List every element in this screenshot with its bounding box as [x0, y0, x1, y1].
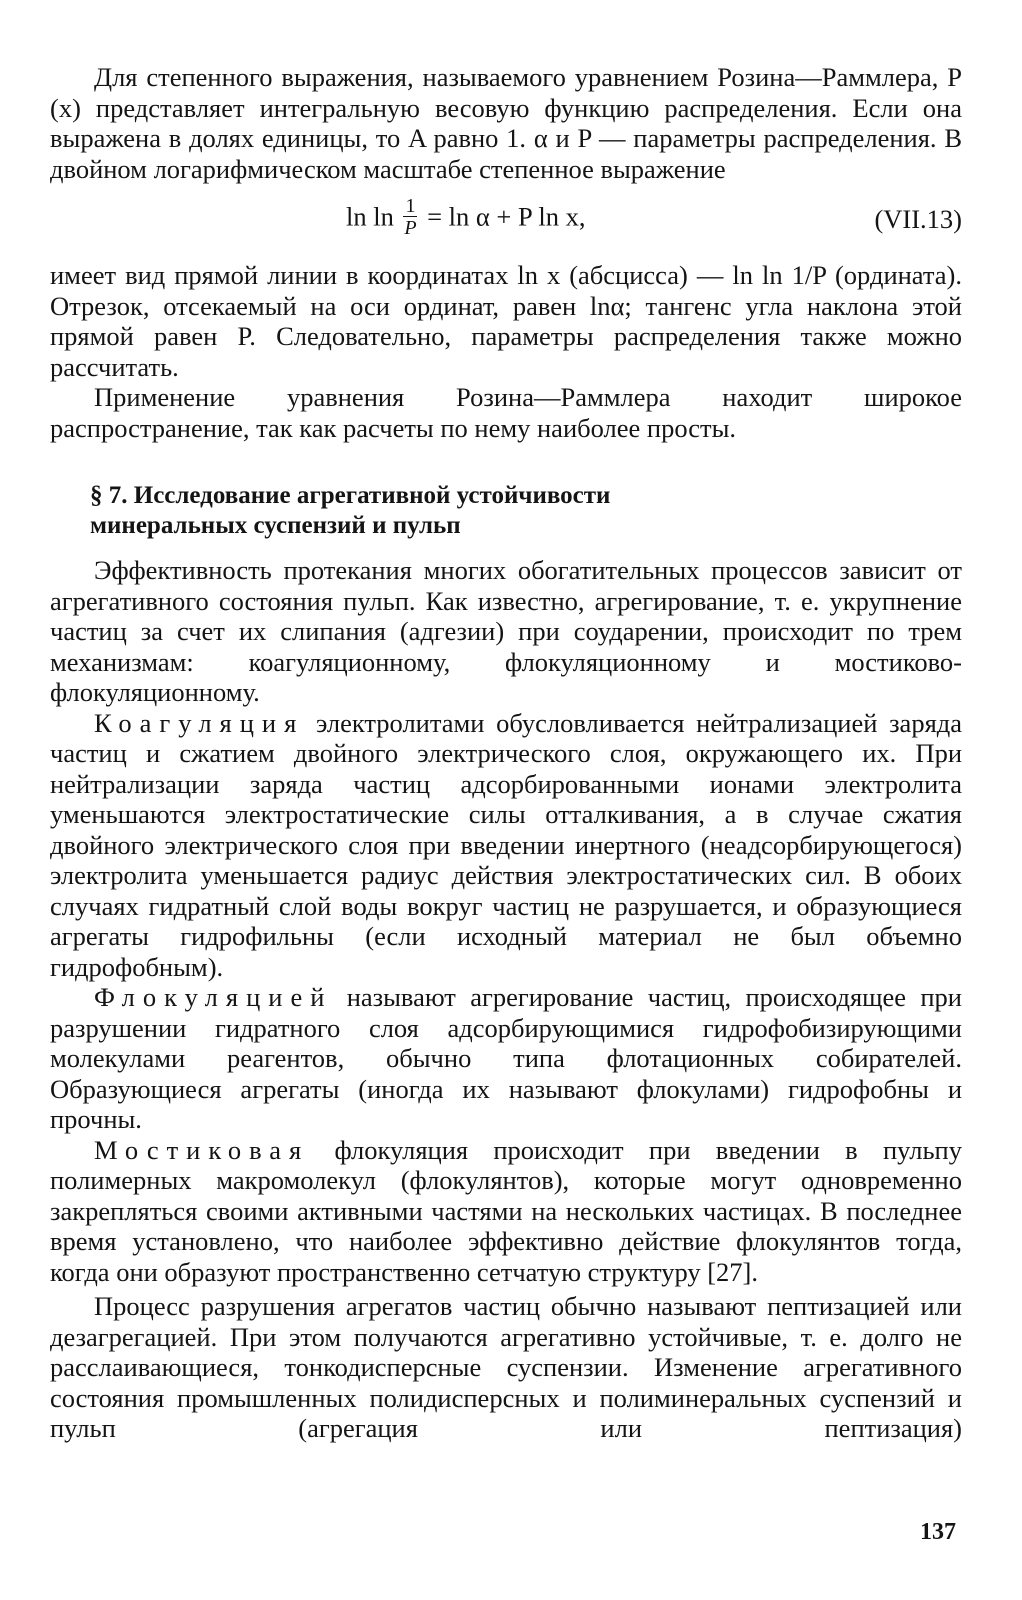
formula-fraction	[403, 196, 417, 239]
paragraph-rosin-rammler-intro: Для степенного выражения, называемого уравнением Розина—Раммлера, P (x) представляет интегральную весовую функцию распределения. Если она выражена в долях единицы, то A равно 1. α и P — параметры распределения. В двойном логарифмическом масштабе степенное выражение	[50, 62, 962, 184]
paragraph-peptization: Процесс разрушения агрегатов частиц обычно называют пептизацией или дезагрегацией. При этом получаются агрегативно устойчивые, т. е. долго не расслаивающиеся, тонкодисперсные суспензии. Изменение агрегативного состояния промышленных полидисперсных и полиминеральных суспензий и пульп (агрегация или пептизация)	[50, 1291, 962, 1443]
paragraph-bridging-flocculation	[50, 1135, 962, 1288]
page-number: 137	[920, 1519, 956, 1545]
formula-numerator: 1	[405, 195, 416, 217]
formula-denominator: P	[404, 217, 417, 239]
section-heading	[90, 481, 962, 541]
formula-rhs: = ln α + P ln x,	[427, 201, 586, 232]
term-bridging: Мостиковая	[94, 1134, 310, 1165]
section-heading-line-1: § 7. Исследование агрегативной устойчивости	[90, 482, 611, 509]
paragraph-aggregation-intro: Эффективность протекания многих обогатительных процессов зависит от агрегативного состояния пульп. Как известно, агрегирование, т. е. укрупнение частиц за счет их слипания (адгезии) при соударении, происходит по трем механизмам: коагуляционному, флокуляционному и мостиково-флокуляционному.	[50, 555, 962, 707]
paragraph-coagulation-text: электролитами обусловливается нейтрализацией заряда частиц и сжатием двойного электрического слоя, окружающего их. При нейтрализации заряда частиц адсорбированными ионами электролита уменьшаются электростатические силы отталкивания, а в случае сжатия двойного электрического слоя при введении инертного (неадсорбирующегося) электролита уменьшается радиус действия электростатических сил. В обоих случаях гидратный слой воды вокруг частиц не разрушается, и образующиеся агрегаты гидрофильны (если исходный материал не был объемно гидрофобным).	[50, 707, 962, 982]
paragraph-flocculation	[50, 982, 962, 1135]
paragraph-application: Применение уравнения Розина—Раммлера находит широкое распространение, так как расчеты по нему наиболее просты.	[50, 382, 962, 443]
paragraph-linear-form: имеет вид прямой линии в координатах ln x (абсцисса) — ln ln 1/P (ордината). Отрезок, отсекаемый на оси ординат, равен lnα; тангенс угла наклона этой прямой равен P. Следовательно, параметры распределения также можно рассчитать.	[50, 260, 962, 382]
formula-lhs: ln ln	[346, 201, 394, 232]
paragraph-bridging-text: флокуляция происходит при введении в пульпу полимерных макромолекул (флокулянтов), которые могут одновременно закрепляться своими активными частями на нескольких частицах. В последнее время установлено, что наиболее эффективно действие флокулянтов тогда, когда они образуют пространственно сетчатую структуру [27].	[50, 1134, 962, 1287]
formula-expression	[346, 195, 586, 241]
term-coagulation: Коагуляция	[94, 707, 305, 738]
page-body	[50, 62, 962, 1444]
section-heading-line-2: минеральных суспензий и пульп	[90, 512, 461, 539]
term-flocculation: Флокуляцией	[94, 982, 333, 1012]
paragraph-coagulation	[50, 708, 962, 983]
formula-number: (VII.13)	[874, 204, 962, 234]
formula-vii-13	[50, 184, 962, 260]
paragraph-flocculation-text: называют агрегирование частиц, происходящее при разрушении гидратного слоя адсорбирующимися гидрофобизирующими молекулами реагентов, обычно типа флотационных собирателей. Образующиеся агрегаты (иногда их называют флокулами) гидрофобны и прочны.	[50, 982, 962, 1134]
